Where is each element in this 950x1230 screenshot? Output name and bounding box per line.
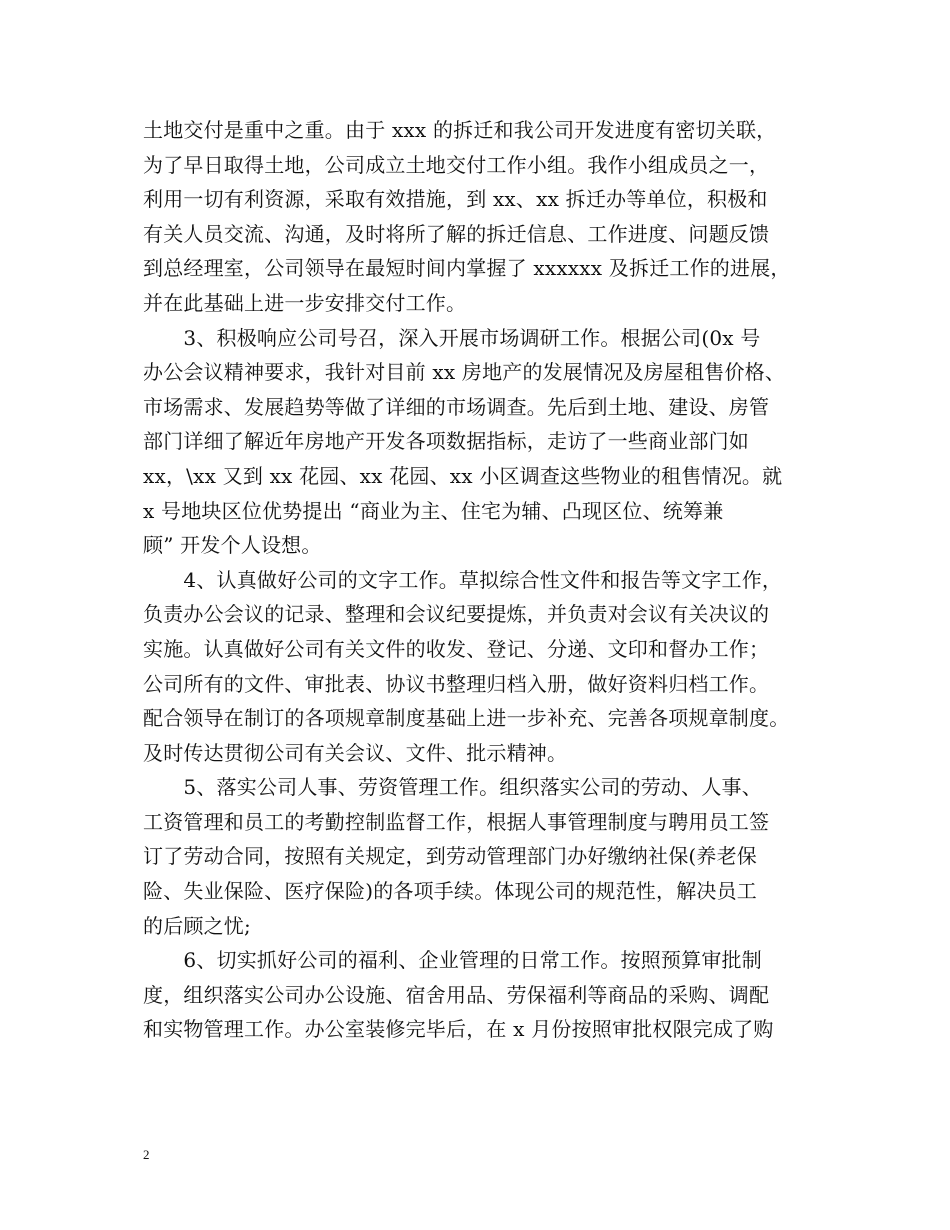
text-line: 工资管理和员工的考勤控制监督工作，根据人事管理制度与聘用员工签 (143, 809, 770, 834)
text-line: 和实物管理工作。办公室装修完毕后，在 x 月份按照审批权限完成了购 (143, 1017, 774, 1042)
text-line: 市场需求、发展趋势等做了详细的市场调查。先后到土地、建设、房管 (143, 394, 770, 419)
text-line: 实施。认真做好公司有关文件的收发、登记、分递、文印和督办工作； (143, 636, 770, 661)
text-line: 并在此基础上进一步安排交付工作。 (143, 290, 467, 315)
text-line: 有关人员交流、沟通，及时将所了解的拆迁信息、工作进度、问题反馈 (143, 221, 770, 246)
text-line: 5、落实公司人事、劳资管理工作。组织落实公司的劳动、人事、 (143, 775, 762, 800)
body-text (143, 113, 823, 1047)
text-line: 6、切实抓好公司的福利、企业管理的日常工作。按照预算审批制 (143, 948, 762, 973)
text-line: 4、认真做好公司的文字工作。草拟综合性文件和报告等文字工作， (143, 567, 783, 592)
text-line: 部门详细了解近年房地产开发各项数据指标，走访了一些商业部门如 (143, 429, 749, 454)
text-line: 订了劳动合同，按照有关规定，到劳动管理部门办好缴纳社保(养老保 (143, 844, 758, 869)
text-line: 到总经理室，公司领导在最短时间内掌握了 xxxxxx 及拆迁工作的进展， (143, 256, 791, 281)
text-line: 土地交付是重中之重。由于 xxx 的拆迁和我公司开发进度有密切关联， (143, 118, 777, 142)
text-line: x 号地块区位优势提出 “商业为主、住宅为辅、凸现区位、统筹兼 (143, 498, 724, 523)
text-line: xx，\xx 又到 xx 花园、xx 花园、xx 小区调查这些物业的租售情况。就 (143, 463, 783, 488)
text-line: 3、积极响应公司号召，深入开展市场调研工作。根据公司(0x 号 (143, 325, 761, 350)
text-line: 配合领导在制订的各项规章制度基础上进一步补充、完善各项规章制度。 (143, 706, 790, 731)
text-line: 为了早日取得土地，公司成立土地交付工作小组。我作小组成员之一， (143, 152, 770, 177)
text-line: 利用一切有利资源，采取有效措施，到 xx、xx 拆迁办等单位，积极和 (143, 187, 768, 212)
text-line: 负责办公会议的记录、整理和会议纪要提炼，并负责对会议有关决议的 (143, 602, 770, 627)
text-line: 险、失业保险、医疗保险)的各项手续。体现公司的规范性，解决员工 (143, 879, 758, 904)
text-line: 公司所有的文件、审批表、协议书整理归档入册，做好资料归档工作。 (143, 671, 770, 696)
text-line: 办公会议精神要求，我针对目前 xx 房地产的发展情况及房屋租售价格、 (143, 360, 786, 385)
text-line: 顾” 开发个人设想。 (143, 533, 322, 558)
text-line: 的后顾之忧; (143, 913, 251, 938)
text-line: 度，组织落实公司办公设施、宿舍用品、劳保福利等商品的采购、调配 (143, 982, 770, 1007)
text-line: 及时传达贯彻公司有关会议、文件、批示精神。 (143, 740, 568, 765)
page-number: 2 (143, 1147, 150, 1162)
